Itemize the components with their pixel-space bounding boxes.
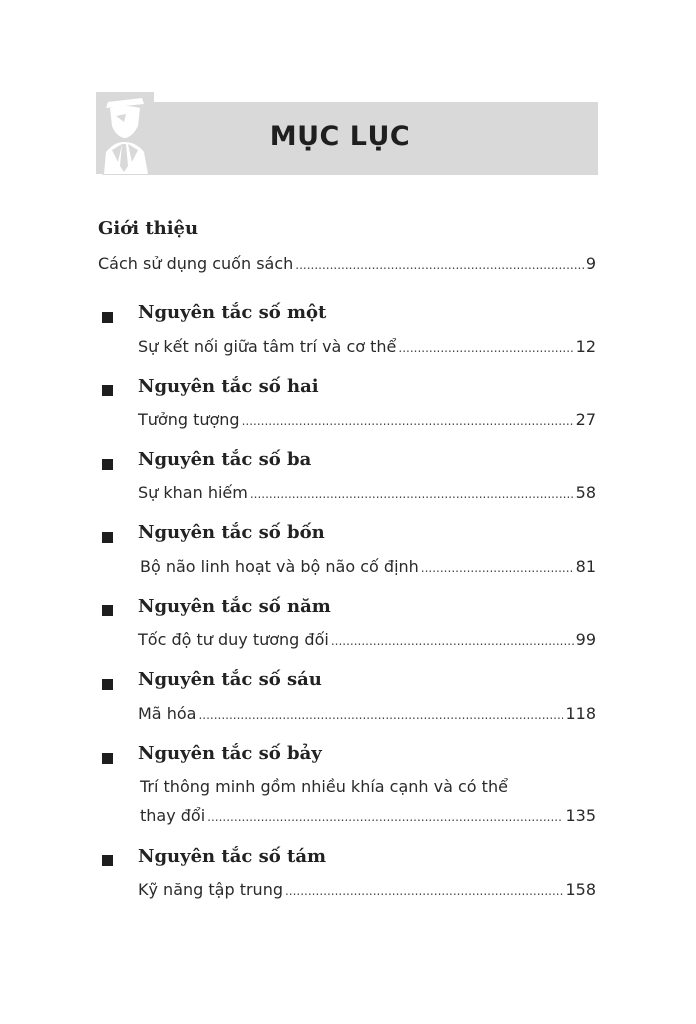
toc-entry-label: thay đổi [140, 806, 206, 825]
leader-dots [285, 884, 563, 898]
toc-entry-page: 9 [585, 254, 596, 273]
section-title: Nguyên tắc số năm [138, 596, 331, 617]
bullet-square [102, 679, 113, 690]
toc-entry-label: Tưởng tượng [138, 410, 240, 429]
section-title: Nguyên tắc số ba [138, 449, 312, 470]
toc-entry[interactable] [138, 704, 596, 723]
leader-dots [398, 341, 573, 355]
silhouette-man-icon [96, 92, 154, 174]
bullet-square [102, 753, 113, 764]
section-title: Nguyên tắc số hai [138, 376, 319, 397]
toc-entry-page: 158 [565, 880, 596, 899]
toc-entry[interactable] [138, 410, 596, 429]
toc-entry[interactable] [138, 630, 596, 649]
section-title: Nguyên tắc số bốn [138, 522, 325, 543]
toc-entry-label: Bộ não linh hoạt và bộ não cố định [140, 557, 419, 576]
leader-dots [421, 561, 574, 575]
toc-entry[interactable] [138, 483, 596, 502]
section-title: Nguyên tắc số sáu [138, 669, 322, 690]
toc-entry-page: 81 [575, 557, 596, 576]
toc-entry-page: 118 [565, 704, 596, 723]
toc-entry-label: Tốc độ tư duy tương đối [138, 630, 329, 649]
leader-dots [207, 810, 563, 824]
bullet-square [102, 385, 113, 396]
toc-entry-page: 12 [575, 337, 596, 356]
bullet-square [102, 459, 113, 470]
page-title: MỤC LỤC [269, 121, 411, 152]
bullet-square [102, 312, 113, 323]
toc-entry-label: Sự kết nối giữa tâm trí và cơ thể [138, 337, 397, 356]
leader-dots [331, 634, 574, 648]
bullet-square [102, 532, 113, 543]
leader-dots [242, 414, 574, 428]
toc-entry-label: Cách sử dụng cuốn sách [98, 254, 294, 273]
toc-entry-page: 99 [575, 630, 596, 649]
section-title: Nguyên tắc số tám [138, 846, 327, 867]
toc-entry[interactable] [140, 557, 596, 576]
bullet-square [102, 605, 113, 616]
toc-entry-page: 27 [575, 410, 596, 429]
toc-entry[interactable] [140, 806, 596, 825]
leader-dots [250, 487, 574, 501]
toc-entry-label: Kỹ năng tập trung [138, 880, 283, 899]
leader-dots [295, 258, 584, 272]
toc-entry[interactable] [138, 880, 596, 899]
section-title: Nguyên tắc số bảy [138, 743, 322, 764]
toc-entry-intro[interactable] [98, 254, 596, 273]
intro-heading: Giới thiệu [98, 218, 199, 239]
toc-entry-label: Sự khan hiếm [138, 483, 248, 502]
toc-entry-page: 58 [575, 483, 596, 502]
leader-dots [198, 708, 563, 722]
toc-entry-label: Mã hóa [138, 704, 197, 723]
section-title: Nguyên tắc số một [138, 302, 327, 323]
toc-entry[interactable] [138, 337, 596, 356]
toc-entry-page: 135 [565, 806, 596, 825]
toc-entry-label-line1: Trí thông minh gồm nhiều khía cạnh và có thể [140, 777, 508, 796]
bullet-square [102, 855, 113, 866]
